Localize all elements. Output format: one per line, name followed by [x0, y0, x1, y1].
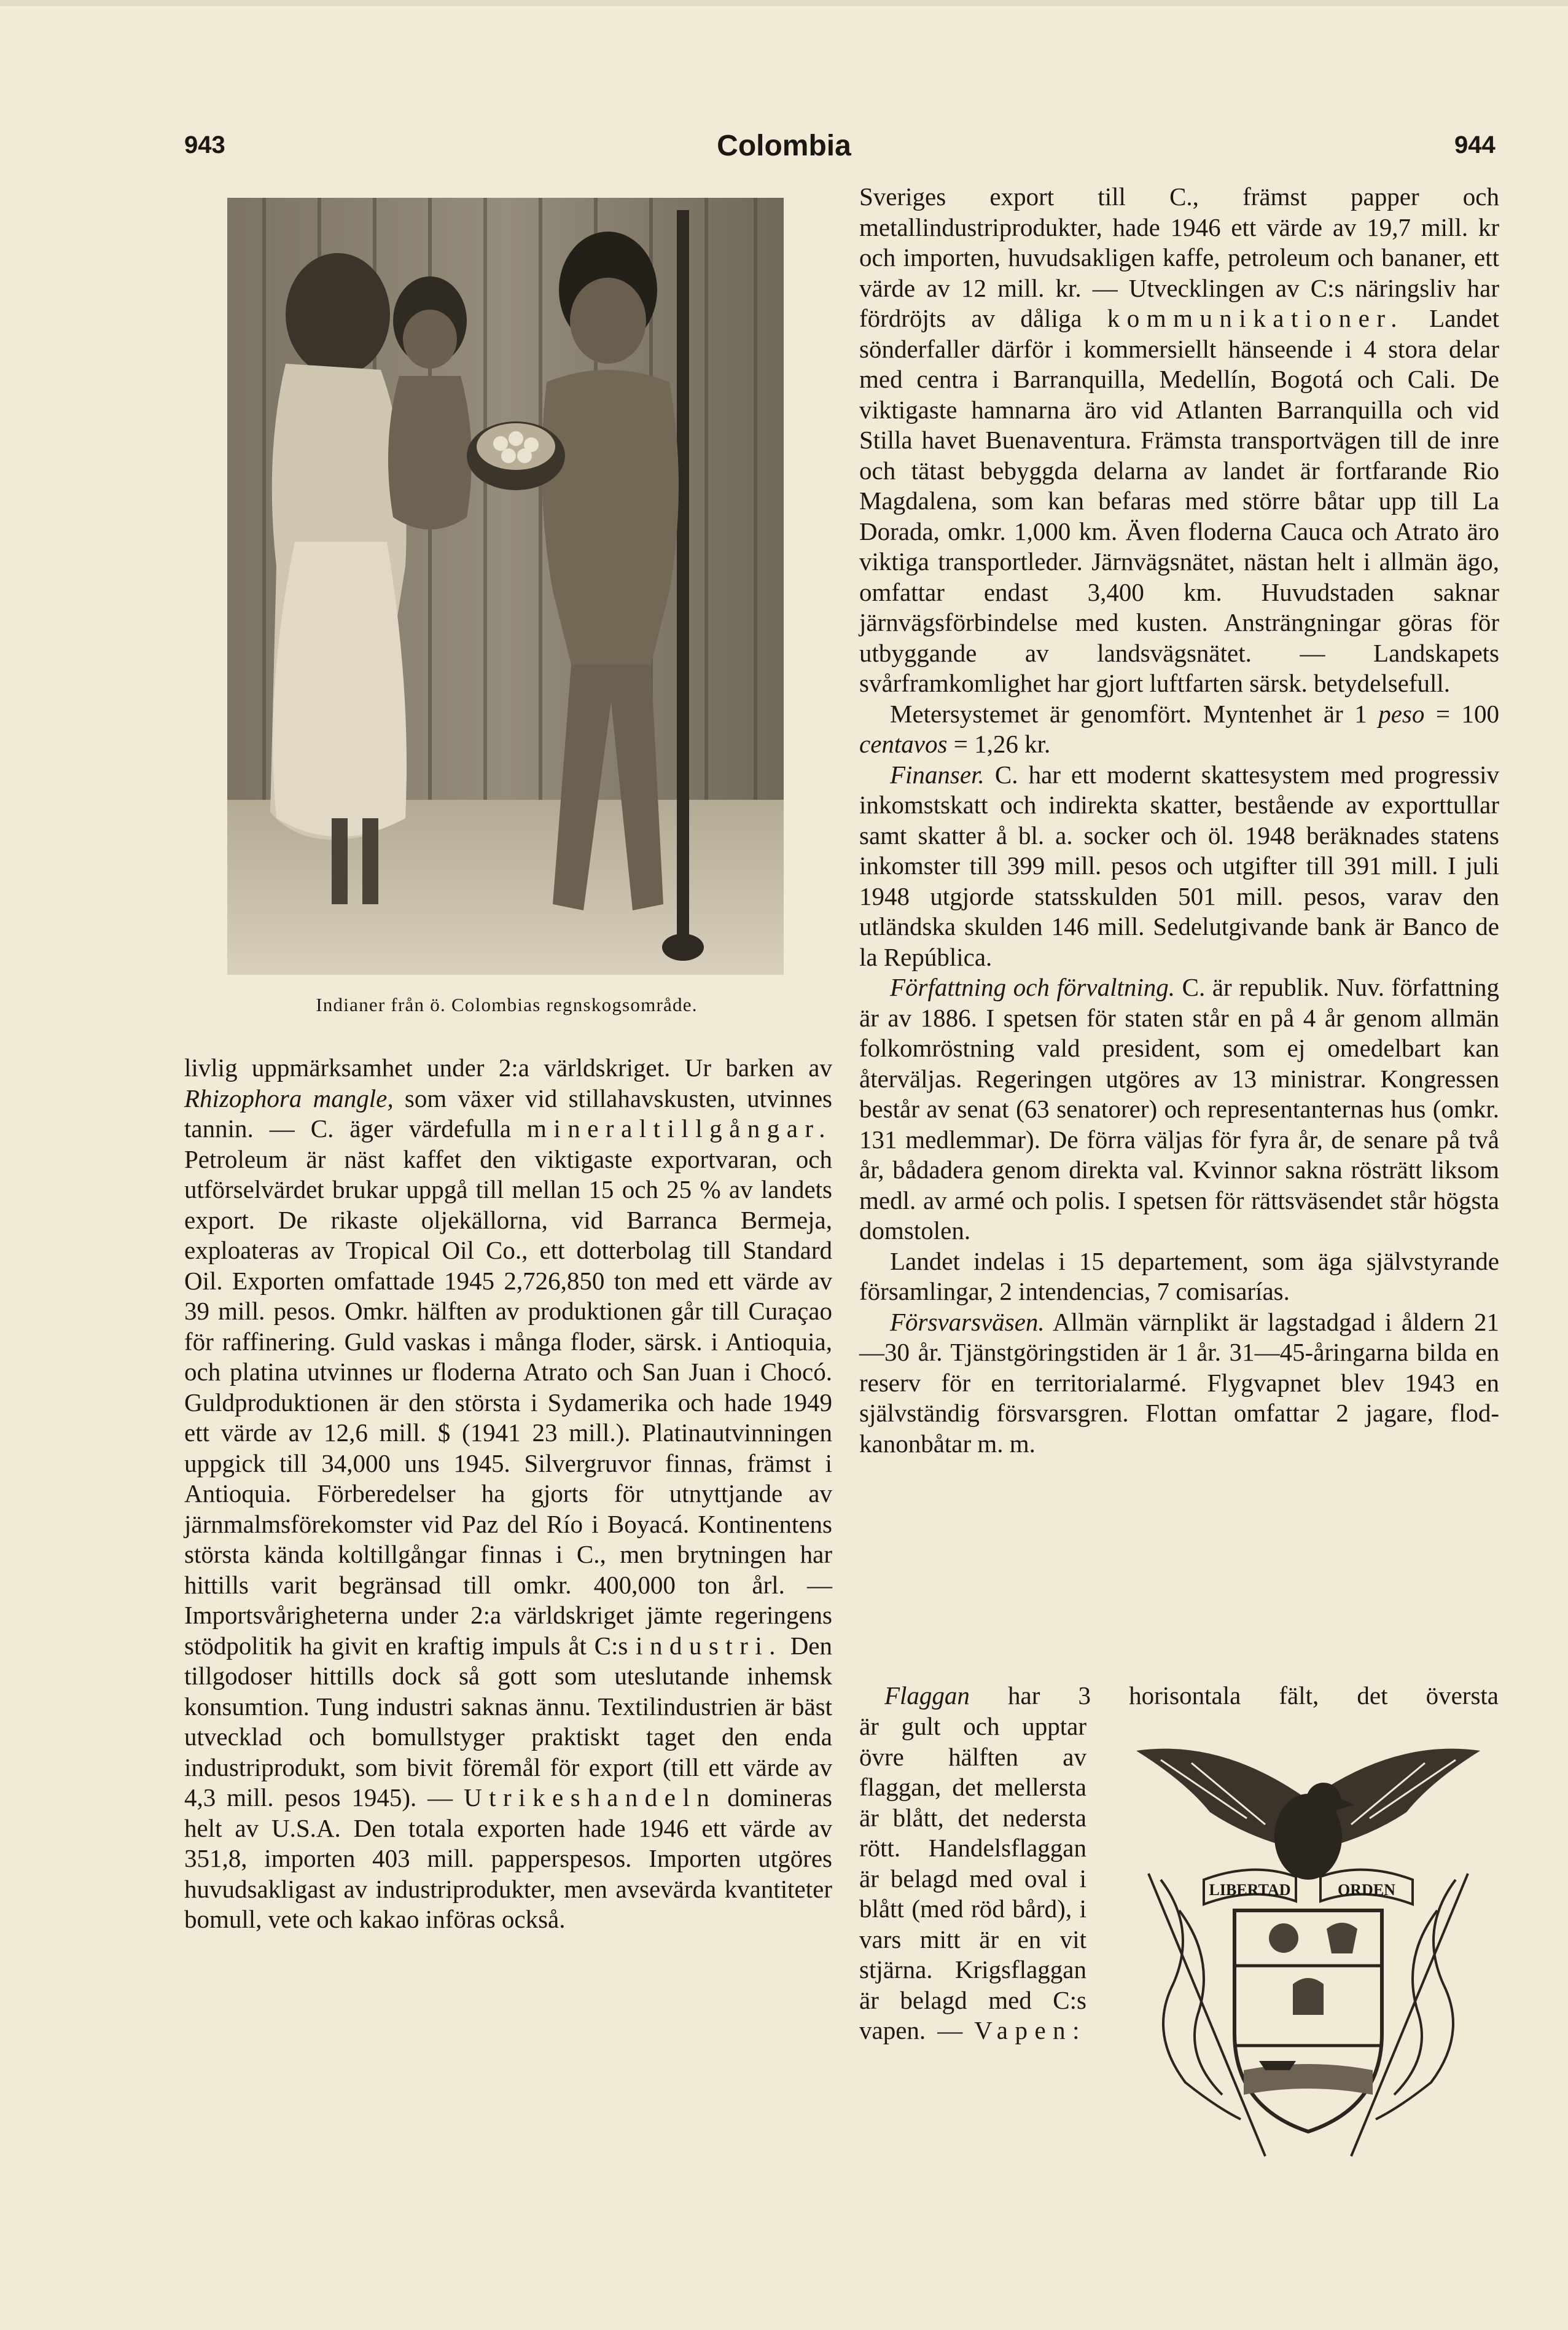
ribbon-right-text: ORDEN [1338, 1881, 1395, 1899]
paragraph [859, 1307, 1499, 1460]
text-run: Rhizophora mangle, [184, 1084, 394, 1112]
paragraph [184, 1053, 832, 1935]
text-run: C. har ett modernt skattesystem med progressiv inkomstskatt och indirekta skatter, bestående av exporttullar samt skatter å bl. a. socker och öl. 1948 beräknades statens inkomster till 399 mill. pesos och utgifter till 391 mill. I juli 1948 utgjorde statsskulden 501 mill. pesos, varav den utländska skulden 146 mill. Sedelutgivande bank är Banco de la República. [859, 760, 1499, 971]
text-run: Landet sönderfaller därför i kommersiellt hänseende i 4 stora delar med centra i Barranquilla, Medellín, Bogotá och Cali. De viktigaste hamnarna äro vid Atlanten Barranquilla och vid Stilla havet Buenaventura. Främsta transportvägen till de inre och tätast bebyggda delarna av landet är fortfarande Rio Magdalena, som kan befaras med större båtar upp till La Dorada, omkr. 1,000 km. Även floderna Cauca och Atrato äro viktiga transportleder. Järnvägsnätet, nästan helt i allmän ägo, omfattar endast 3,400 km. Huvudstaden saknar järnvägsförbindelse med kusten. Ansträngningar göras för utbyggande av landsvägsnätet. — Landskapets svårframkomlighet har gjort luftfarten särsk. betydelsefull. [859, 304, 1499, 697]
text-run: centavos [859, 730, 948, 758]
text-run: är gult och upptar övre hälften av flaggan, det mellersta är blått, det nedersta rött. Handelsflaggan är belagd med oval i blått (med röd bård), i vars mitt är en vit stjärna. Krigsflaggan är belagd med C:s vapen. — [859, 1712, 1086, 2044]
ribbon-left-text: LIBERTAD [1209, 1881, 1291, 1899]
text-run: C. är republik. Nuv. författning är av 1886. I spetsen för staten står en på 4 år genom allmän folkomröstning vald president, som ej omedelbart kan återväljas. Regeringen utgöres av 13 ministrar. Kongressen består av senat (63 senatorer) och representanternas hus (omkr. 131 medlemmar). De förra väljas för fyra år, de senare på två år, bådadera genom direkta val. Kvinnor sakna rösträtt liksom medl. av armé och polis. I spetsen för rättsväsendet står högsta domstolen. [859, 973, 1500, 1245]
page-number-left: 943 [184, 131, 225, 158]
left-column [184, 1053, 832, 1935]
paragraph [859, 182, 1499, 699]
text-run: Landet indelas i 15 departement, som äga självstyrande församlingar, 2 intendencias, 7 comisarías. [859, 1246, 1499, 1305]
text-run: Finanser. [890, 760, 985, 789]
coat-of-arms-drawing [1112, 1726, 1505, 2168]
flag-paragraph-narrow [859, 1711, 1086, 2046]
text-run: Metersystemet är genomfört. Myntenhet är 1 [890, 699, 1379, 728]
text-run: Författning och förvaltning. [890, 973, 1175, 1001]
paragraph [859, 699, 1499, 760]
text-run: mineraltillgångar. [527, 1114, 832, 1143]
text-run: livlig uppmärksamhet under 2:a världskriget. Ur barken av [184, 1054, 832, 1082]
paragraph [859, 1246, 1499, 1307]
text-run: Utrikeshandeln [464, 1783, 717, 1812]
text-run: = 1,26 kr. [947, 730, 1051, 758]
text-run: har 3 horisontala fält, det översta [969, 1681, 1499, 1710]
text-run: domineras helt av U.S.A. Den totala exporten hade 1946 ett värde av 351,8, importen 403 mill. papperspesos. Importen utgöres huvudsakligast av industriprodukter, men avsevärda kvantiteter bomull, vete och kakao införas också. [184, 1783, 833, 1933]
page-number-right: 944 [1454, 131, 1496, 158]
page-title: Colombia [717, 130, 851, 162]
text-run: Petroleum är näst kaffet den viktigaste exportvaran, och utförselvärdet brukar uppgå till mellan 15 och 25 % av landets export. De rikaste oljekällorna, vid Barranca Bermeja, exploateras av Tropical Oil Co., ett dotterbolag till Standard Oil. Exporten omfattade 1945 2,726,850 ton med ett värde av 39 mill. pesos. Omkr. hälften av produktionen går till Curaçao för raffinering. Guld vaskas i många floder, särsk. i Antioquia, och platina utvinnes ur floderna Atrato och San Juan i Chocó. Guldproduktionen är den största i Sydamerika och hade 1949 ett värde av 12,6 mill. $ (1941 23 mill.). Platinautvinningen uppgick till 34,000 uns 1945. Silvergruvor finnas, främst i Antioquia. Förberedelser ha gjorts för utnyttjande av järnmalmsförekomster vid Paz del Río i Boyacá. Kontinentens största kända koltillgångar finnas i C., men brytningen har hittills varit begränsad till omkr. 400,000 ton årl. — Importsvårigheterna under 2:a världskriget jämte regeringens stödpolitik ha givit en kraftig impuls åt C:s [184, 1144, 832, 1660]
paragraph [859, 972, 1499, 1246]
indians-photo-drawing [227, 198, 784, 975]
text-run: som växer vid stillahavskusten, utvinnes tannin. — C. äger värdefulla [184, 1084, 833, 1143]
text-run: Försvarsväsen. [890, 1307, 1045, 1336]
flag-paragraph-first-line [884, 1681, 1499, 1711]
paragraph [859, 760, 1499, 973]
text-run: industri. [636, 1631, 782, 1660]
coat-of-arms-illustration [1112, 1726, 1505, 2168]
indians-photo [227, 198, 784, 975]
text-run: = 100 [1424, 699, 1500, 728]
text-run: peso [1378, 699, 1425, 728]
right-column [859, 182, 1499, 1459]
text-run: Den tillgodoser hittills dock så gott som uteslutande inhemsk konsumtion. Tung industri saknas ännu. Textilindustrien är bäst utvecklad och bomullstyger praktiskt taget den enda industriprodukt, som bivit föremål för export (till ett värde av 4,3 mill. pesos 1945). — [184, 1631, 832, 1812]
page-top-edge [0, 0, 1568, 6]
text-run: Vapen: [974, 2016, 1086, 2044]
text-run: Sveriges export till C., främst papper och metallindustriprodukter, hade 1946 ett värde av 19,7 mill. kr och importen, huvudsakligen kaffe, petroleum och bananer, ett värde av 12 mill. kr. — Utvecklingen av C:s näringsliv har fördröjts av dåliga [859, 182, 1499, 332]
text-run: kommunikationer. [1107, 304, 1404, 332]
text-run: Allmän värnplikt är lagstadgad i åldern 21—30 år. Tjänstgöringstiden är 1 år. 31—45-åringarna bilda en reserv för en territorialarmé. Flygvapnet blev 1943 en självständig försvarsgren. Flottan omfattar 2 jagare, flod-kanonbåtar m. m. [859, 1307, 1499, 1458]
paragraph [859, 1711, 1086, 2046]
text-run: Flaggan [884, 1681, 970, 1710]
photo-caption: Indianer från ö. Colombias regnskogsområde. [316, 994, 698, 1015]
